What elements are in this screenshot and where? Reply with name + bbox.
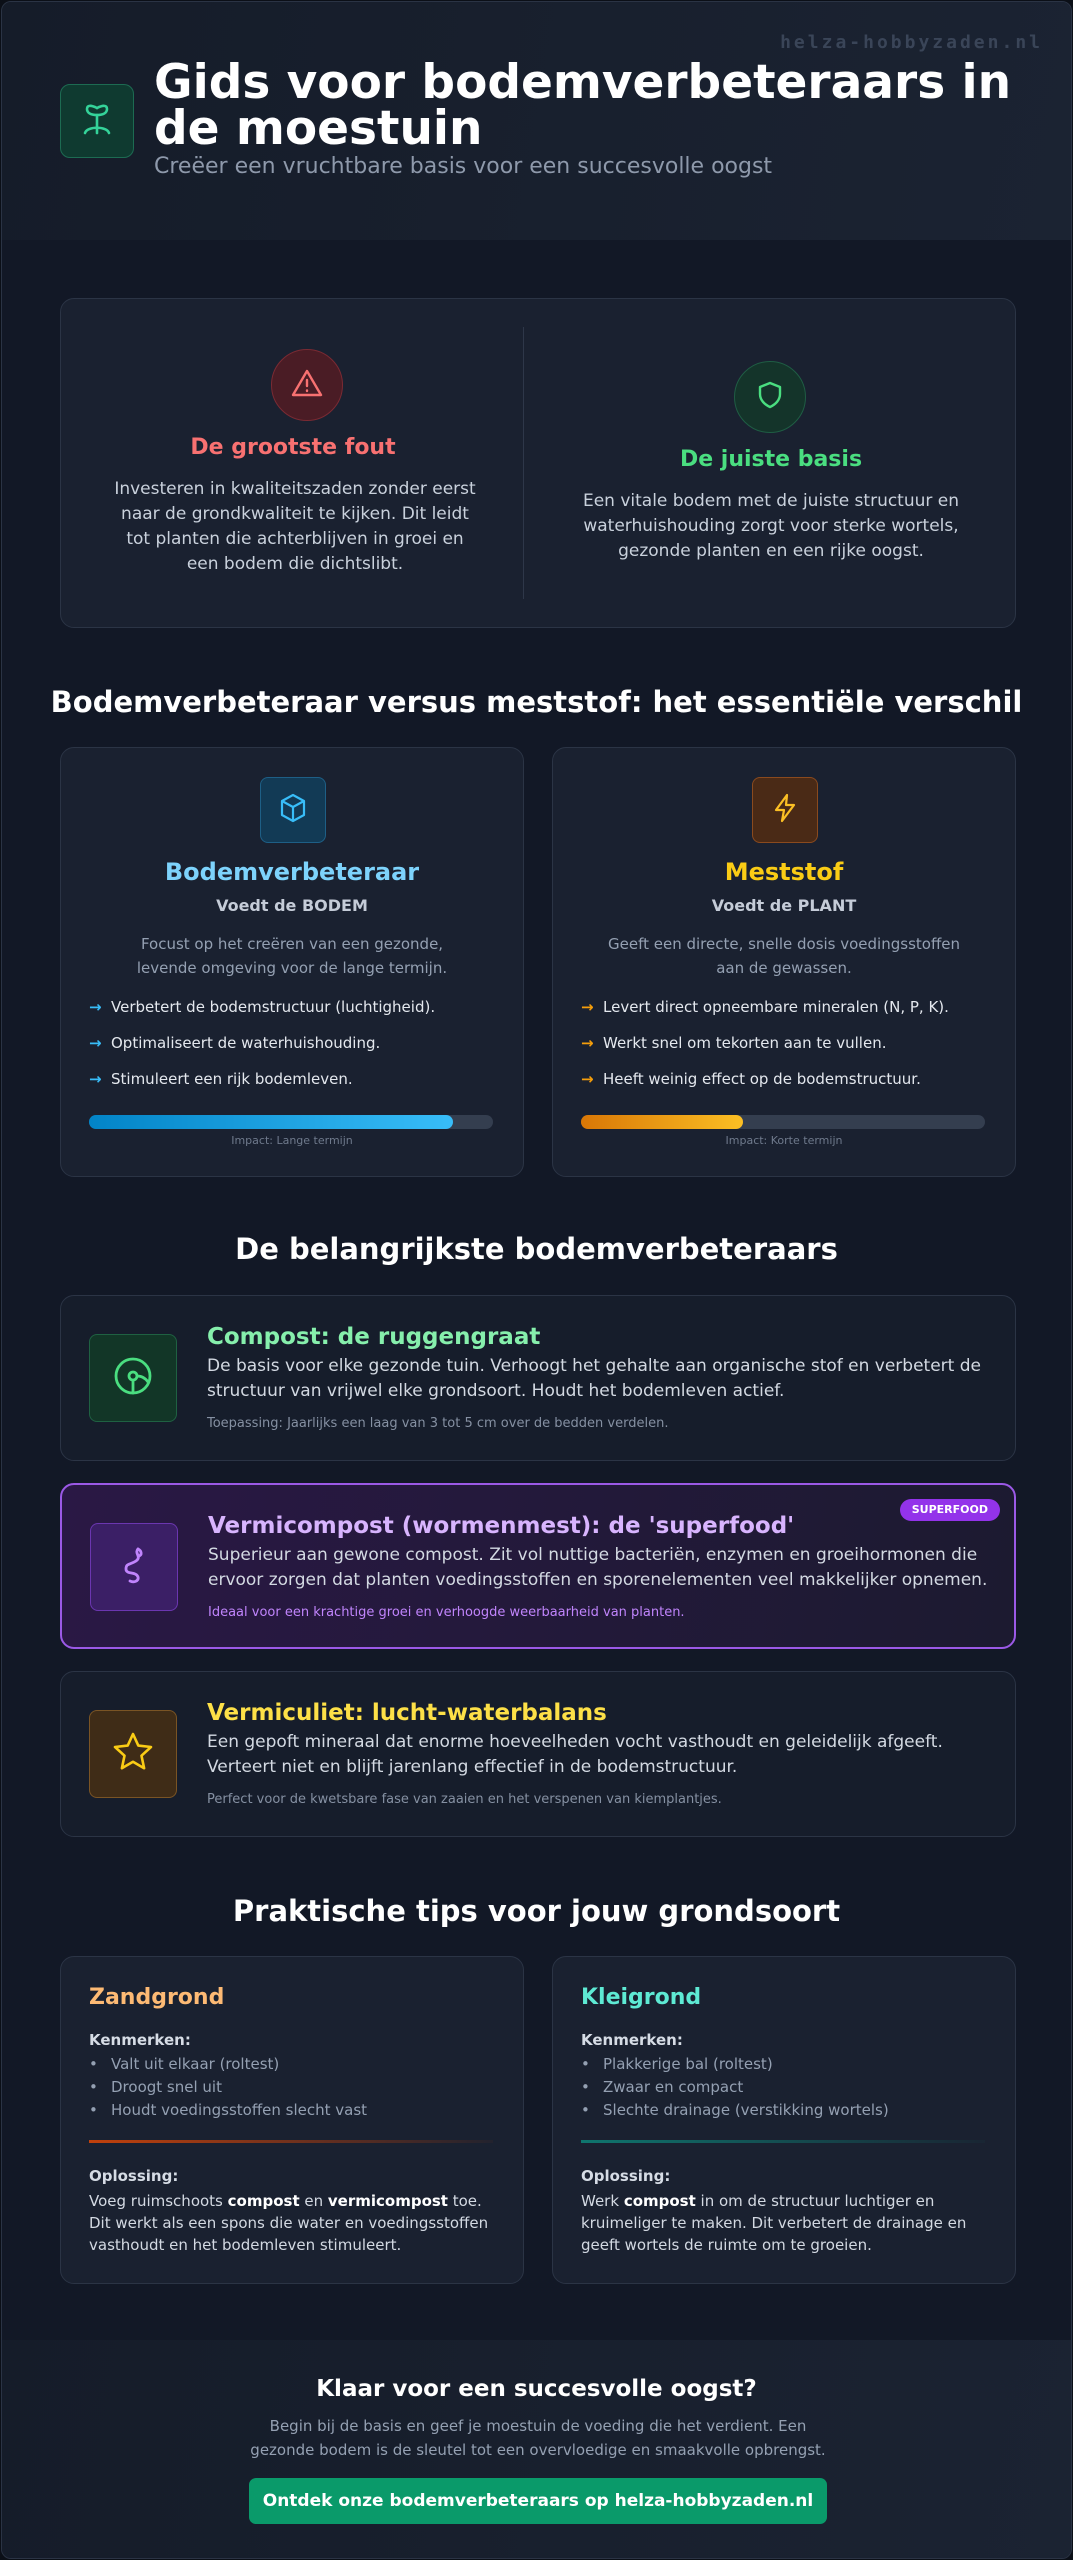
superfood-badge: SUPERFOOD [900, 1499, 1000, 1521]
header [2, 2, 1071, 240]
vermiculite-card [60, 1671, 1016, 1837]
important-title: De belangrijkste bodemverbeteraars [235, 1232, 838, 1266]
sand-kenmerk: • Houdt voedingsstoffen slecht vast [89, 2101, 368, 2119]
fert-impact-label: Impact: Korte termijn [725, 1134, 843, 1147]
page-subtitle: Creëer een vruchtbare basis voor een succesvolle oogst [154, 154, 773, 179]
soil-card [60, 747, 524, 1177]
sand-solution: Voeg ruimschoots compost en vermicompost toe. Dit werkt als een spons die water en voedingsstoffen vasthoudt en het bodemleven stimuleert. [89, 2192, 489, 2254]
fert-sub: Voedt de PLANT [711, 896, 857, 915]
sand-card [60, 1956, 524, 2284]
clay-divider [581, 2140, 985, 2143]
shield-icon [754, 379, 786, 415]
soil-impact-label: Impact: Lange termijn [231, 1134, 353, 1147]
sand-kenmerk: • Droogt snel uit [89, 2078, 222, 2096]
soil-bullet: → Optimaliseert de waterhuishouding. [89, 1034, 381, 1052]
fert-desc: Geeft een directe, snelle dosis voedingsstoffen aan de gewassen. [607, 935, 961, 977]
compost-note: Toepassing: Jaarlijks een laag van 3 tot 5 cm over de bedden verdelen. [207, 1416, 669, 1431]
warning-icon [290, 366, 324, 404]
clay-kenmerk: • Zwaar en compact [581, 2078, 744, 2096]
mistake-text: Investeren in kwaliteitszaden zonder eerst naar de grondkwaliteit te kijken. Dit leidt tot planten die achterblijven in groei en een bodem die dichtslibt. [114, 479, 476, 574]
clay-solution: Werk compost in om de structuur luchtiger en kruimeliger te maken. Dit verbetert de drainage en geeft wortels de ruimte om te groeien. [581, 2192, 967, 2254]
soil-bullet: → Stimuleert een rijk bodemleven. [89, 1070, 353, 1088]
soil-impact-bar [89, 1115, 493, 1129]
clay-title: Kleigrond [581, 1985, 702, 2010]
soil-icon-box [260, 777, 326, 843]
basis-text: Een vitale bodem met de juiste structuur en waterhuishouding zorgt voor sterke wortels, gezonde planten en een rijke oogst. [582, 491, 960, 561]
cta-button[interactable]: Ontdek onze bodemverbeteraars op helza-hobbyzaden.nl [249, 2478, 827, 2524]
lightning-icon [769, 792, 801, 828]
page-title: Gids voor bodemverbeteraars in de moestuin [154, 55, 1012, 156]
clay-kenmerk: • Slechte drainage (verstikking wortels) [581, 2101, 889, 2119]
footer-text: Begin bij de basis en geef je moestuin de voeding die het verdient. Een gezonde bodem is de sleutel tot een overvloedige en smaakvolle opbrengst. [250, 2417, 826, 2459]
vermiculite-text: Een gepoft mineraal dat enorme hoeveelheden vocht vasthoudt en geleidelijk afgeeft. Verteert niet en blijft jarenlang effectief in de bodemstructuur. [207, 1732, 943, 1777]
fert-bullet: → Werkt snel om tekorten aan te vullen. [581, 1034, 887, 1052]
basis-icon-circle [734, 361, 806, 433]
page [1, 1, 1072, 2559]
intro-card [60, 298, 1016, 628]
tips-title: Praktische tips voor jouw grondsoort [232, 1894, 841, 1928]
vermicompost-card [60, 1483, 1016, 1649]
logo [60, 84, 134, 158]
soil-impact-fill [89, 1115, 453, 1129]
compost-text: De basis voor elke gezonde tuin. Verhoogt het gehalte aan organische stof en verbetert de structuur van vrijwel elke grondsoort. Houdt het bodemleven actief. [207, 1356, 981, 1401]
site-name[interactable]: helza-hobbyzaden.nl [780, 32, 1043, 53]
soil-name: Bodemverbeteraar [164, 858, 420, 886]
clay-kenmerken-label: Kenmerken: [581, 2031, 683, 2049]
clay-kenmerk: • Plakkerige bal (roltest) [581, 2055, 773, 2073]
soil-desc: Focust op het creëren van een gezonde, levende omgeving voor de lange termijn. [136, 935, 448, 977]
fert-card [552, 747, 1016, 1177]
fert-bullet: → Heeft weinig effect op de bodemstructuur. [581, 1070, 921, 1088]
fert-icon-box [752, 777, 818, 843]
compost-card [60, 1295, 1016, 1461]
worm-icon [112, 1543, 156, 1591]
fert-name: Meststof [724, 858, 844, 886]
sand-oplossing-label: Oplossing: [89, 2167, 179, 2185]
mistake-title: De grootste fout [190, 435, 396, 460]
intro-divider [523, 327, 524, 599]
fert-impact-bar [581, 1115, 985, 1129]
clay-oplossing-label: Oplossing: [581, 2167, 671, 2185]
vermiculite-icon-box [89, 1710, 177, 1798]
basis-title: De juiste basis [679, 447, 863, 472]
compost-icon [111, 1354, 155, 1402]
fert-impact-fill [581, 1115, 743, 1129]
footer-title: Klaar voor een succesvolle oogst? [316, 2376, 757, 2402]
mistake-icon-circle [271, 349, 343, 421]
sand-kenmerk: • Valt uit elkaar (roltest) [89, 2055, 280, 2073]
compost-title: Compost: de ruggengraat [207, 1324, 541, 1350]
footer [2, 2340, 1071, 2559]
vermicompost-note: Ideaal voor een krachtige groei en verhoogde weerbaarheid van planten. [208, 1605, 685, 1620]
sprout-icon [77, 99, 117, 143]
star-icon [111, 1730, 155, 1778]
comparison-title: Bodemverbeteraar versus meststof: het essentiële verschil [50, 685, 1023, 719]
soil-sub: Voedt de BODEM [216, 896, 368, 915]
cube-icon [277, 792, 309, 828]
sand-title: Zandgrond [89, 1985, 225, 2010]
clay-card [552, 1956, 1016, 2284]
vermicompost-icon-box [90, 1523, 178, 1611]
fert-bullet: → Levert direct opneembare mineralen (N, P, K). [581, 998, 949, 1016]
vermiculite-title: Vermiculiet: lucht-waterbalans [207, 1700, 607, 1726]
vermicompost-title: Vermicompost (wormenmest): de 'superfood' [208, 1513, 795, 1539]
sand-divider [89, 2140, 493, 2143]
vermicompost-text: Superieur aan gewone compost. Zit vol nuttige bacteriën, enzymen en groeihormonen die ervoor zorgen dat planten voedingsstoffen en sporenelementen veel makkelijker opnemen. [208, 1545, 988, 1590]
sand-kenmerken-label: Kenmerken: [89, 2031, 191, 2049]
soil-bullet: → Verbetert de bodemstructuur (luchtigheid). [89, 998, 436, 1016]
compost-icon-box [89, 1334, 177, 1422]
vermiculite-note: Perfect voor de kwetsbare fase van zaaien en het verspenen van kiemplantjes. [207, 1792, 722, 1807]
